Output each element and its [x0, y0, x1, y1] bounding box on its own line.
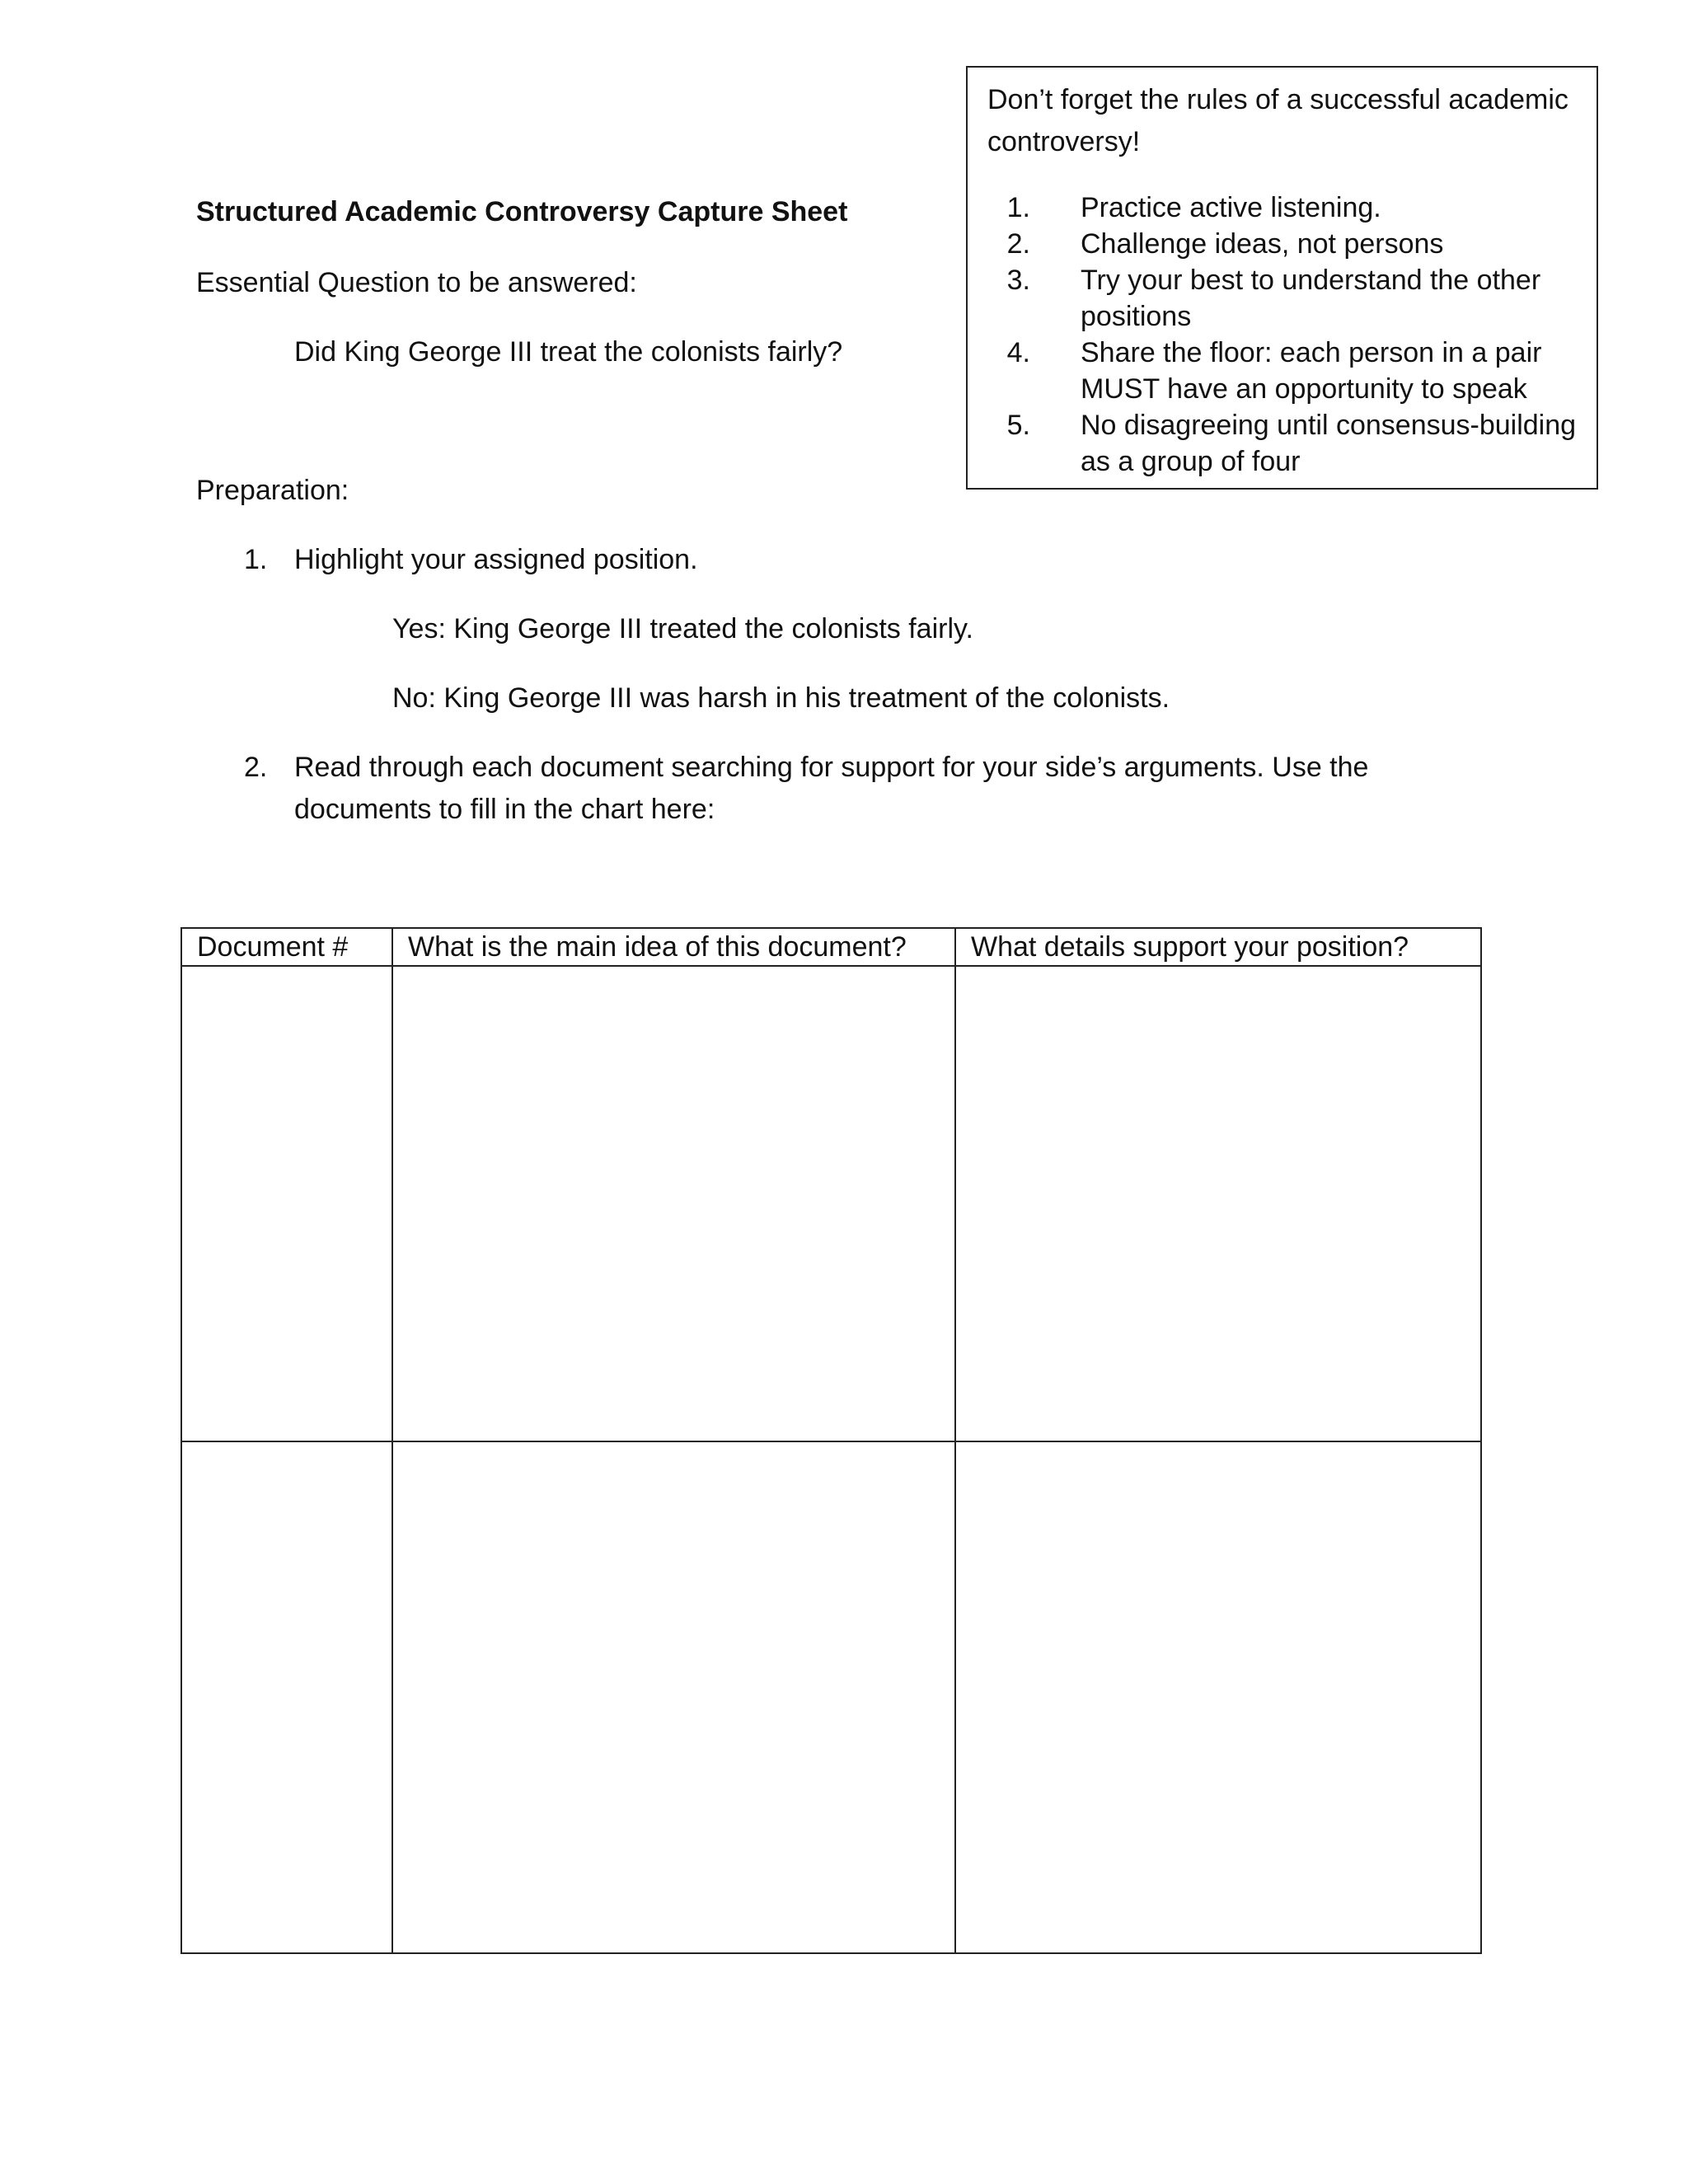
step-text: Highlight your assigned position.	[294, 544, 698, 575]
rule-text: MUST have an opportunity to speak	[1081, 373, 1527, 405]
step-text: documents to fill in the chart here:	[294, 794, 715, 825]
rule-text: Share the floor: each person in a pair	[1081, 337, 1542, 368]
step-text: Read through each document searching for support for your side’s arguments. Use the	[294, 752, 1369, 783]
essential-question-label: Essential Question to be answered:	[196, 267, 637, 298]
table-cell-document-number[interactable]	[181, 966, 392, 1441]
table-cell-main-idea[interactable]	[392, 1441, 955, 1953]
rules-box	[966, 66, 1598, 490]
rule-text: No disagreeing until consensus-building	[1081, 410, 1577, 441]
table-row	[181, 1441, 1481, 1953]
preparation-label: Preparation:	[196, 475, 349, 506]
step-number: 1.	[244, 544, 268, 575]
rule-text: Practice active listening.	[1081, 192, 1381, 223]
rule-text: as a group of four	[1081, 446, 1301, 477]
rule-text: positions	[1081, 301, 1192, 332]
table-cell-document-number[interactable]	[181, 1441, 392, 1953]
capture-table	[181, 927, 1482, 1954]
essential-question: Did King George III treat the colonists fairly?	[294, 336, 843, 368]
table-row	[181, 966, 1481, 1441]
rule-number: 1.	[1006, 192, 1030, 223]
rules-intro: Don’t forget the rules of a successful academic controversy!	[987, 84, 1568, 157]
table-cell-main-idea[interactable]	[392, 966, 955, 1441]
rule-number: 4.	[1006, 337, 1030, 368]
table-cell-details[interactable]	[955, 966, 1481, 1441]
position-no: No: King George III was harsh in his treatment of the colonists.	[392, 682, 1170, 714]
rule-text: Try your best to understand the other	[1081, 265, 1541, 296]
column-header-main-idea: What is the main idea of this document?	[392, 928, 955, 966]
rule-number: 5.	[1006, 410, 1030, 441]
step-number: 2.	[244, 752, 268, 783]
rule-text: Challenge ideas, not persons	[1081, 228, 1444, 260]
rule-number: 2.	[1006, 228, 1030, 260]
table-cell-details[interactable]	[955, 1441, 1481, 1953]
position-yes: Yes: King George III treated the colonists fairly.	[392, 613, 973, 644]
column-header-details: What details support your position?	[955, 928, 1481, 966]
rule-number: 3.	[1006, 265, 1030, 296]
table-header-row	[181, 928, 1481, 966]
page-title: Structured Academic Controversy Capture Sheet	[196, 196, 848, 227]
column-header-document-number: Document #	[181, 928, 392, 966]
